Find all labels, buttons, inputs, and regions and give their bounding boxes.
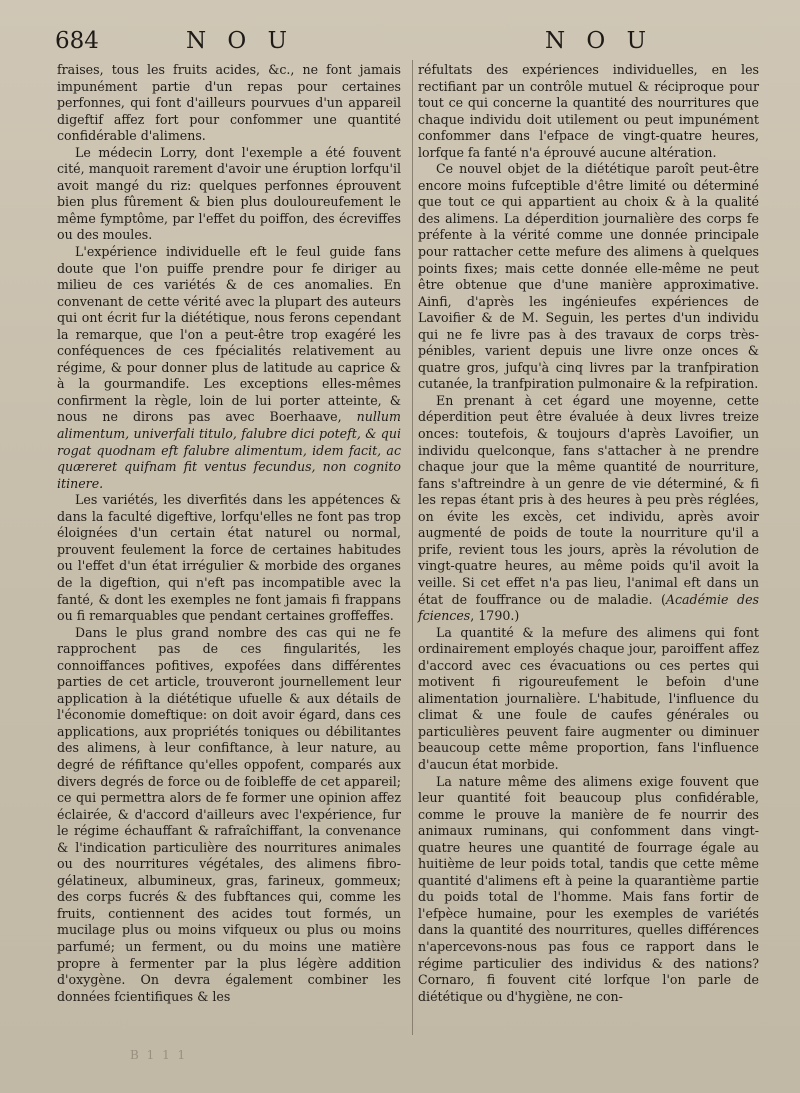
running-title-left: N O U — [186, 28, 294, 54]
paragraph: réfultats des expériences individuelles, en les rectifiant par un contrôle mutuel & réciproque pour tout ce qui concerne la quantité des nourritures que chaque individu doit utilement ou peut impunément confommer dans l'efpace de vingt-quatre heures, lorfque fa fanté n'a éprouvé aucune altération. — [418, 62, 759, 160]
latin-quotation: nullum alimentum, univerfali titulo, falubre dici poteft, & qui rogat quodnam eft falubre alimentum, idem facit, ac quæreret quifnam fit ventus fecundus, non cognito itinere. — [57, 409, 401, 491]
paragraph: La nature même des alimens exige fouvent que leur quantité foit beaucoup plus confidérable, comme le prouve la manière de fe nourrir des animaux ruminans, qui confomment dans vingt-quatre heures une quantité de fourrage égale au huitième de leur poids total, tandis que cette même quantité d'alimens eft à peine la quarantième partie du poids total de l'homme. Mais fans fortir de l'efpèce humaine, pour les exemples de variétés dans la quantité des nourritures, quelles différences n'apercevons-nous pas fous ce rapport dans le régime particulier des individus & des nations? Cornaro, fi fouvent cité lorfque l'on parle de diététique ou d'hygiène, ne con- — [418, 773, 759, 1004]
running-title-right: N O U — [545, 28, 653, 54]
paragraph: Le médecin Lorry, dont l'exemple a été fouvent cité, manquoit rarement d'avoir une éruption lorfqu'il avoit mangé du riz: quelques perfonnes éprouvent bien plus fûrement & bien plus douloureufement le même fymptôme, par l'effet du poiffon, des écreviffes ou des moules. — [57, 144, 401, 243]
paragraph: Ce nouvel objet de la diététique paroît peut-être encore moins fufceptible d'être limité ou déterminé que tout ce qui appartient au choix & à la qualité des alimens. La déperdition journalière des corps fe préfente à la vérité comme une donnée principale pour rattacher cette mefure des alimens à quelques points fixes; mais cette donnée elle-même ne peut être obtenue que d'une manière approximative. Ainfi, d'après les ingénieufes expériences de Lavoifier & de M. Seguin, les pertes d'un individu qui ne fe livre pas à des travaux de corps très-pénibles, varient depuis une livre onze onces & quatre gros, jufqu'à cinq livres par la tranfpiration cutanée, la tranfpiration pulmonaire & la refpiration. — [418, 161, 759, 392]
paragraph: Les variétés, les diverfités dans les appétences & dans la faculté digeftive, lorfqu'elles ne font pas trop éloignées d'un certain état naturel ou normal, prouvent feulement la force de certaines habitudes ou l'effet d'un état irrégulier & morbide des organes de la digeftion, qui n'eft pas incompatible avec la fanté, & dont les exemples ne font jamais fi frappans ou fi remarquables que pendant certaines groffeffes. — [57, 492, 401, 624]
paragraph: fraises, tous les fruits acides, &c., ne font jamais impunément partie d'un repas pour certaines perfonnes, qui font d'ailleurs pourvues d'un appareil digeftif affez fort pour confommer une quantité confidérable d'alimens. — [57, 62, 401, 144]
paragraph — [57, 244, 401, 492]
left-column — [57, 62, 401, 1005]
paragraph: Dans le plus grand nombre des cas qui ne fe rapprochent pas de ces fingularités, les connoiffances pofitives, expofées dans différentes parties de cet article, trouveront journellement leur application à la diététique ufuelle & aux détails de l'économie domeftique: on doit avoir égard, dans ces applications, aux propriétés toniques ou débilitantes des alimens, à leur confiftance, à leur nature, au degré de réfiftance qu'elles oppofent, comparés aux divers degrés de force ou de foibleffe de cet appareil; ce qui permettra alors de fe former une opinion affez éclairée, & d'accord d'ailleurs avec l'expérience, fur le régime échauffant & rafraîchiffant, la convenance & l'indication particulière des nourritures animales ou des nourritures végétales, des alimens fibro-gélatineux, albumineux, gras, farineux, gommeux; des corps fucrés & des fubftances qui, comme les fruits, contiennent des acides tout formés, un mucilage plus ou moins vifqueux ou plus ou moins parfumé; un ferment, ou du moins une matière propre à fermenter par la plus légère addition d'oxygène. On devra également combiner les données fcientifiques & les — [57, 624, 401, 1004]
signature-mark: B 1 1 1 — [130, 1048, 188, 1062]
paragraph-text: En prenant à cet égard une moyenne, cette déperdition peut être évaluée à deux livres treize onces: toutefois, & toujours d'après Lavoifier, un individu quelconque, fans s'attacher à ne prendre chaque jour que la même quantité de nourriture, fans s'aftreindre à un genre de vie déterminé, & fi les repas étant pris à des heures à peu près réglées, on évite les excès, cet individu, après avoir augmenté de poids de toute la nourriture qu'il a prife, revient tous les jours, après la révolution de vingt-quatre heures, au même poids qu'il avoit la veille. Si cet effet n'a pas lieu, l'animal eft dans un état de fouffrance ou de maladie. ( — [418, 392, 759, 607]
page-number: 684 — [55, 28, 99, 54]
citation: Académie des fciences — [418, 591, 759, 624]
page-header — [0, 28, 800, 58]
right-column — [418, 62, 759, 1005]
citation-year: , 1790.) — [470, 608, 520, 624]
paragraph-text: L'expérience individuelle eft le feul guide fans doute que l'on puiffe prendre pour fe diriger au milieu de ces variétés & de ces anomalies. En convenant de cette vérité avec la plupart des auteurs qui ont écrit fur la diététique, nous ferons cependant la remarque, que l'on a peut-être trop exagéré les conféquences de ces fpécialités relativement au régime, & pour donner plus de latitude au caprice & à la gourmandife. Les exceptions elles-mêmes confirment la règle, loin de lui porter atteinte, & nous ne dirons pas avec Boerhaave, — [57, 244, 401, 425]
paragraph: La quantité & la mefure des alimens qui font ordinairement employés chaque jour, paroiffent affez d'accord avec ces évacuations ou ces pertes qui motivent fi rigoureufement le befoin d'une alimentation journalière. L'habitude, l'influence du climat & une foule de caufes générales ou particulières peuvent faire augmenter ou diminuer beaucoup cette même proportion, fans l'influence d'aucun état morbide. — [418, 624, 759, 772]
column-divider — [412, 60, 413, 1035]
paragraph — [418, 393, 759, 625]
